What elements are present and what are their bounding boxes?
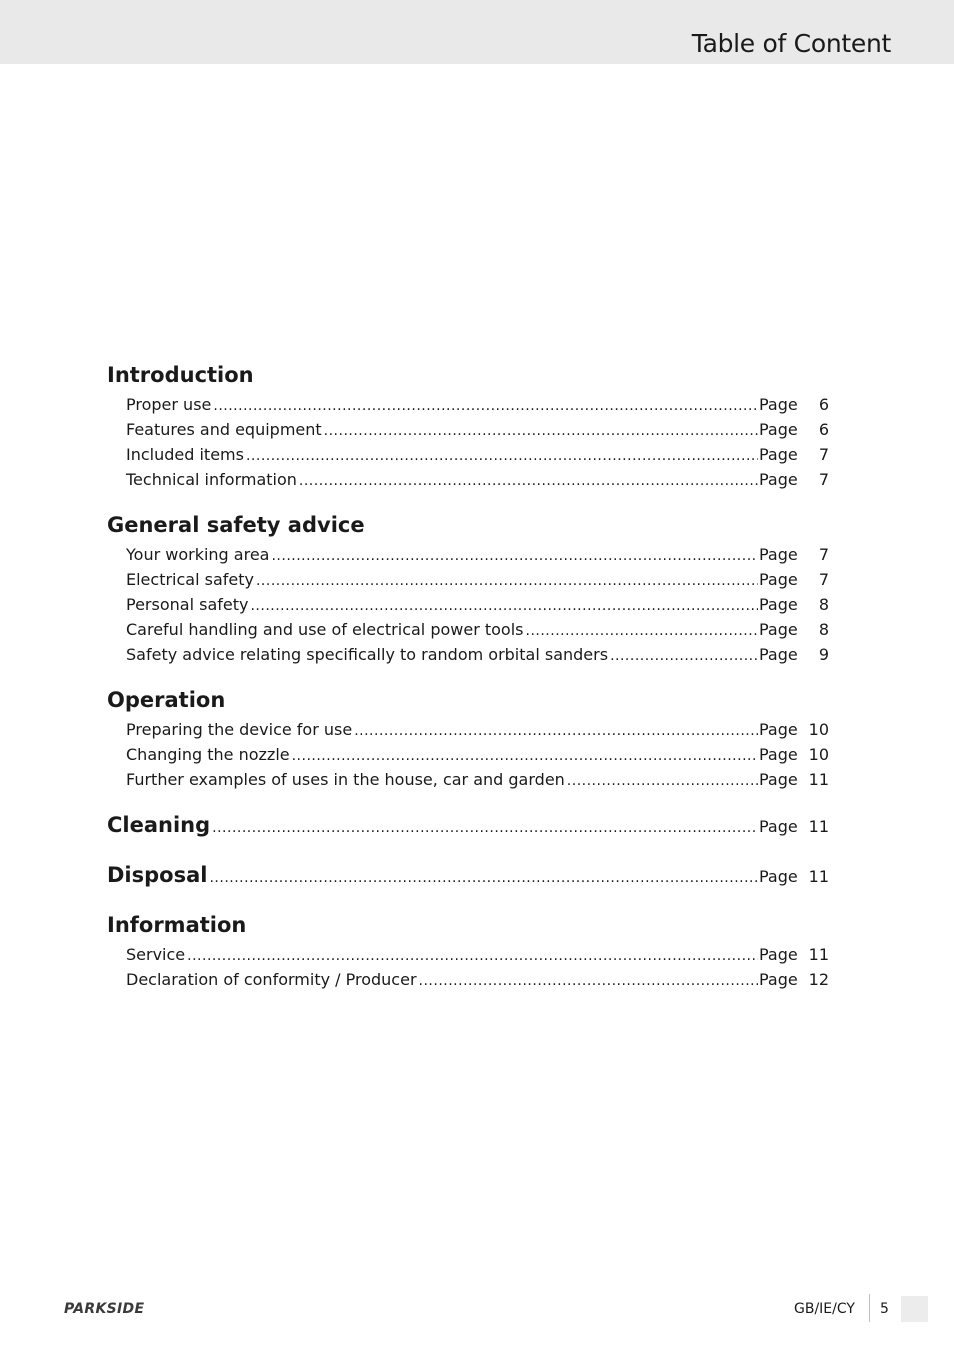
page-word: Page [759,645,798,664]
toc-entry-label: Technical information [126,470,297,489]
toc-entry-page: 7 [818,570,829,589]
toc-entry-page: 11 [808,867,829,886]
dot-leader [567,769,758,794]
toc-entry[interactable] [107,567,829,592]
toc-entry-page: 8 [818,620,829,639]
dot-leader [419,969,758,994]
toc-entries [107,542,829,667]
table-of-contents [107,358,829,1008]
toc-entry[interactable] [107,942,829,967]
toc-entry[interactable] [107,392,829,417]
page-word: Page [759,945,798,964]
toc-section-information [107,908,829,992]
page-word: Page [759,595,798,614]
page-word: Page [759,867,798,886]
dot-leader [212,811,758,845]
toc-entry-label: Further examples of uses in the house, car and garden [126,770,565,789]
toc-entry-page: 7 [818,545,829,564]
region-code: GB/IE/CY [794,1301,855,1317]
dot-leader [246,444,758,469]
dot-leader [250,594,758,619]
toc-section-introduction [107,358,829,492]
toc-entry-label: Changing the nozzle [126,745,290,764]
toc-entry[interactable] [107,642,829,667]
toc-entry-label: Proper use [126,395,212,414]
toc-entry-label: Personal safety [126,595,249,614]
toc-entry-label: Included items [126,445,244,464]
toc-entry-page: 10 [808,720,829,739]
dot-leader [292,744,758,769]
toc-entry-label: Preparing the device for use [126,720,353,739]
page-word: Page [759,545,798,564]
toc-entry-page: 11 [808,770,829,789]
page-word: Page [759,970,798,989]
dot-leader [271,544,758,569]
page-title: Table of Content [691,29,891,58]
footer-divider [869,1294,870,1322]
dot-leader [354,719,758,744]
toc-entry[interactable] [107,967,829,992]
page-number: 5 [880,1301,889,1317]
toc-section-disposal[interactable] [107,858,829,892]
toc-entry[interactable] [107,767,829,792]
toc-entries [107,392,829,492]
toc-entries [107,717,829,792]
toc-entry-page: 7 [818,470,829,489]
toc-entry-page: 6 [818,420,829,439]
brand-logo: PARKSIDE [64,1301,145,1317]
toc-entry[interactable] [107,617,829,642]
dot-leader [256,569,758,594]
toc-entry-page: 9 [818,645,829,664]
toc-entry-page: 10 [808,745,829,764]
dot-leader [187,944,758,969]
toc-entry-page: 12 [808,970,829,989]
toc-entry-page: 6 [818,395,829,414]
toc-entry[interactable] [107,442,829,467]
page-word: Page [759,745,798,764]
dot-leader [610,644,758,669]
toc-entry-page: 7 [818,445,829,464]
toc-entry[interactable] [107,417,829,442]
toc-entry-label: Your working area [126,545,270,564]
toc-section-operation [107,683,829,792]
section-heading: Cleaning [107,813,211,837]
toc-entry-label: Careful handling and use of electrical power tools [126,620,524,639]
toc-entry-page: 8 [818,595,829,614]
page-word: Page [759,570,798,589]
toc-entry-page: 11 [808,945,829,964]
page-word: Page [759,445,798,464]
dot-leader [209,861,758,895]
toc-entry[interactable] [107,467,829,492]
toc-entries [107,942,829,992]
dot-leader [213,394,758,419]
dot-leader [526,619,759,644]
page-word: Page [759,620,798,639]
toc-entry-label: Safety advice relating specifically to random orbital sanders [126,645,609,664]
toc-entry[interactable] [107,742,829,767]
toc-entry-label: Service [126,945,186,964]
dot-leader [324,419,758,444]
toc-entry[interactable] [107,542,829,567]
toc-entry[interactable] [107,592,829,617]
toc-entry-page: 11 [808,817,829,836]
toc-entry-label: Features and equipment [126,420,322,439]
page-word: Page [759,817,798,836]
section-heading: Disposal [107,863,208,887]
page-word: Page [759,770,798,789]
page-word: Page [759,395,798,414]
section-heading: Operation [107,688,226,712]
dot-leader [299,469,758,494]
page-word: Page [759,720,798,739]
section-heading: Information [107,913,247,937]
page-word: Page [759,470,798,489]
toc-entry[interactable] [107,717,829,742]
toc-entry-label: Electrical safety [126,570,254,589]
section-heading: General safety advice [107,513,365,537]
footer-tab-marker [901,1296,928,1322]
toc-section-general-safety [107,508,829,667]
toc-section-cleaning[interactable] [107,808,829,842]
toc-entry-label: Declaration of conformity / Producer [126,970,417,989]
section-heading: Introduction [107,363,254,387]
page-word: Page [759,420,798,439]
